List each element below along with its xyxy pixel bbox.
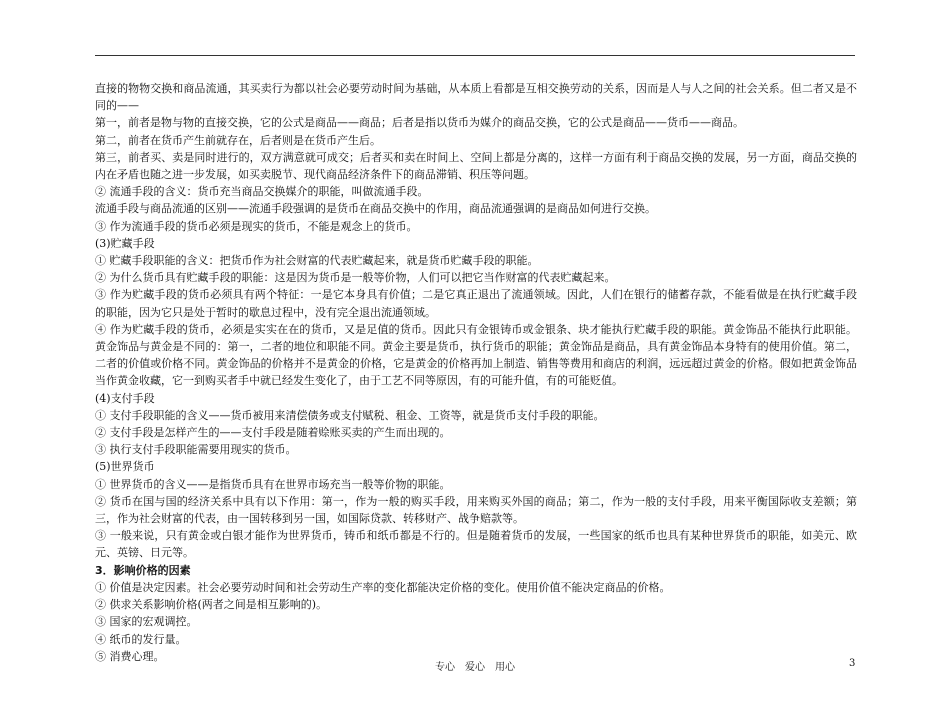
- paragraph-intro: 直接的物物交换和商品流通，其买卖行为都以社会必要劳动时间为基础，从本质上看都是互相交换劳动的关系，因而是人与人之间的社会关系。但二者又是不同的——: [95, 82, 857, 113]
- section-heading-payment: (4)支付手段: [95, 391, 155, 405]
- paragraph-payment-real-money: ③ 执行支付手段职能需要用现实的货币。: [95, 443, 297, 457]
- paragraph-first-difference: 第一，前者是物与物的直接交换，它的公式是商品——商品；后者是指以货币为媒介的商品交换，它的公式是商品——货币——商品。: [95, 116, 744, 130]
- section-heading-price-factors: 3．影响价格的因素: [95, 563, 191, 577]
- paragraph-price-money-supply: ④ 纸币的发行量。: [95, 632, 187, 646]
- paragraph-hoarding-features: ③ 作为贮藏手段的货币必须具有两个特征：一是它本身具有价值；二是它真正退出了流通领域。因此，人们在银行的储蓄存款，不能看做是在执行贮藏手段的职能，因为它只是处于暂时的歇息过程中，没有完全退出流通领域。: [95, 288, 857, 319]
- paragraph-circulation-distinction: 流通手段与商品流通的区别——流通手段强调的是货币在商品交换中的作用，商品流通强调的是商品如何进行交换。: [95, 202, 656, 216]
- paragraph-payment-definition: ① 支付手段职能的含义——货币被用来清偿债务或支付赋税、租金、工资等，就是货币支付手段的职能。: [95, 408, 605, 422]
- paragraph-hoarding-definition: ① 贮藏手段职能的含义：把货币作为社会财富的代表贮藏起来，就是货币贮藏手段的职能。: [95, 254, 539, 268]
- paragraph-world-money-definition: ① 世界货币的含义——是指货币具有在世界市场充当一般等价物的职能。: [95, 477, 451, 491]
- paragraph-price-psychology: ⑤ 消费心理。: [95, 649, 165, 663]
- paragraph-price-value: ① 价值是决定因素。社会必要劳动时间和社会劳动生产率的变化都能决定价格的变化。使用价值不能决定商品的价格。: [95, 580, 671, 594]
- header-rule: [95, 55, 855, 56]
- paragraph-payment-origin: ② 支付手段是怎样产生的——支付手段是随着赊账买卖的产生而出现的。: [95, 426, 451, 440]
- section-heading-hoarding: (3)贮藏手段: [95, 236, 155, 250]
- paragraph-hoarding-reason: ② 为什么货币具有贮藏手段的职能：这是因为货币是一般等价物，人们可以把它当作财富的代表贮藏起来。: [95, 271, 616, 285]
- paragraph-third-difference: 第三，前者买、卖是同时进行的，双方满意就可成交；后者买和卖在时间上、空间上都是分离的，这样一方面有利于商品交换的发展，另一方面，商品交换的内在矛盾也随之进一步发展，如买卖脱节、现代商品经济条件下的商品滞销、积压等问题。: [95, 150, 857, 182]
- document-body: [95, 80, 857, 665]
- paragraph-second-difference: 第二，前者在货币产生前就存在，后者则是在货币产生后。: [95, 133, 381, 147]
- page-number: 3: [849, 658, 856, 669]
- paragraph-circulation-real-money: ③ 作为流通手段的货币必须是现实的货币，不能是观念上的货币。: [95, 219, 418, 233]
- section-heading-world-money: (5)世界货币: [95, 460, 155, 474]
- paragraph-price-supply-demand: ② 供求关系影响价格(两者之间是相互影响的)。: [95, 598, 328, 612]
- paragraph-hoarding-gold: ④ 作为贮藏手段的货币，必须是实实在在的货币，又是足值的货币。因此只有金银铸币或金银条、块才能执行贮藏手段的职能。黄金饰品不能执行此职能。黄金饰品与黄金是不同的：第一，二者的地位和职能不同。黄金主要是货币，执行货币的职能；黄金饰品是商品，具有黄金饰品本身特有的使用价值。第二，二者的价值或价格不同。黄金饰品的价格并不是黄金的价格，它是黄金的价格再加上制造、销售等费用和商店的利润，远远超过黄金的价格。假如把黄金饰品当作黄金收藏，它一到购买者手中就已经发生变化了，由于工艺不同等原因，有的可能升值，有的可能贬值。: [95, 322, 857, 388]
- paragraph-circulation-definition: ② 流通手段的含义：货币充当商品交换媒介的职能，叫做流通手段。: [95, 185, 429, 199]
- footer-motto: 专心 爱心 用心: [435, 662, 515, 673]
- paragraph-world-money-gold: ③ 一般来说，只有黄金或白银才能作为世界货币，铸币和纸币都是不行的。但是随着货币的发展，一些国家的纸币也具有某种世界货币的职能，如美元、欧元、英镑、日元等。: [95, 529, 857, 560]
- paragraph-world-money-roles: ② 货币在国与国的经济关系中具有以下作用：第一，作为一般的购买手段，用来购买外国的商品；第二，作为一般的支付手段，用来平衡国际收支差额；第三，作为社会财富的代表，由一国转移到另一国，如国际贷款、转移财产、战争赔款等。: [95, 494, 857, 526]
- page-footer: [0, 658, 950, 674]
- paragraph-price-macro-control: ③ 国家的宏观调控。: [95, 615, 198, 629]
